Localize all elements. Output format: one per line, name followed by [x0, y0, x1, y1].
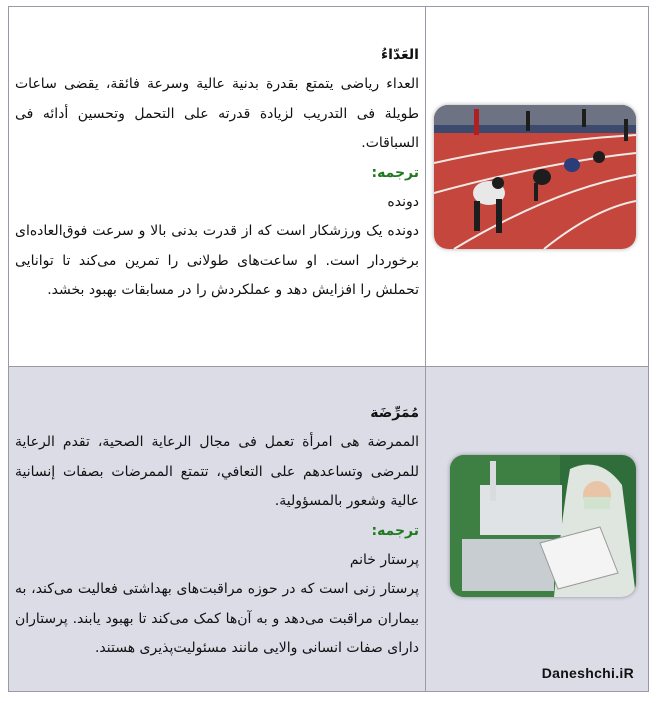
arabic-paragraph: الممرضة هی امرأة تعمل فی مجال الرعاية الصحية، تقدم الرعاية للمرضی وتساعدهم علی التعافي، تتمتع الممرضات بصفات إنسانية عالية وشعور بالمسؤولية.	[15, 434, 419, 510]
text-cell	[15, 41, 419, 306]
column-divider	[425, 7, 426, 366]
column-divider	[425, 367, 426, 691]
arabic-paragraph: العداء رياضی يتمتع بقدرة بدنية عالية وسرعة فائقة، يقضی ساعات طويلة فی التدريب لزيادة قدرته علی التحمل وتحسين أدائه فی السباقات.	[15, 76, 419, 152]
arabic-heading: مُمَرِّضَة	[370, 405, 419, 421]
persian-title: پرستار خانم	[349, 552, 419, 569]
text-cell	[15, 399, 419, 664]
translation-label: ترجمه:	[371, 522, 419, 539]
persian-paragraph: پرستار زنی است که در حوزه مراقبت‌های بهداشتی فعالیت می‌کند، به بیماران مراقبت می‌دهد و به آن‌ها کمک می‌کند تا بهبود یابند. پرستاران دارای صفات انسانی والایی مانند مسئولیت‌پذیری هستند.	[15, 581, 419, 657]
sprinters-photo	[434, 105, 636, 249]
translation-label: ترجمه:	[371, 164, 419, 181]
watermark: Daneshchi.iR	[541, 665, 634, 681]
persian-title: دونده	[387, 194, 419, 211]
nurse-photo	[450, 455, 636, 597]
persian-paragraph: دونده یک ورزشکار است که از قدرت بدنی بالا و سرعت فوق‌العاده‌ای برخوردار است. او ساعت‌های طولانی را تمرین می‌کند تا توانایی تحملش را افزایش دهد و عملکردش را در مسابقات بهبود بخشد.	[15, 223, 419, 299]
arabic-heading: العَدّاءُ	[380, 47, 419, 63]
table-row-runner	[9, 7, 648, 367]
vocabulary-table	[8, 6, 649, 692]
table-row-nurse	[9, 367, 648, 691]
